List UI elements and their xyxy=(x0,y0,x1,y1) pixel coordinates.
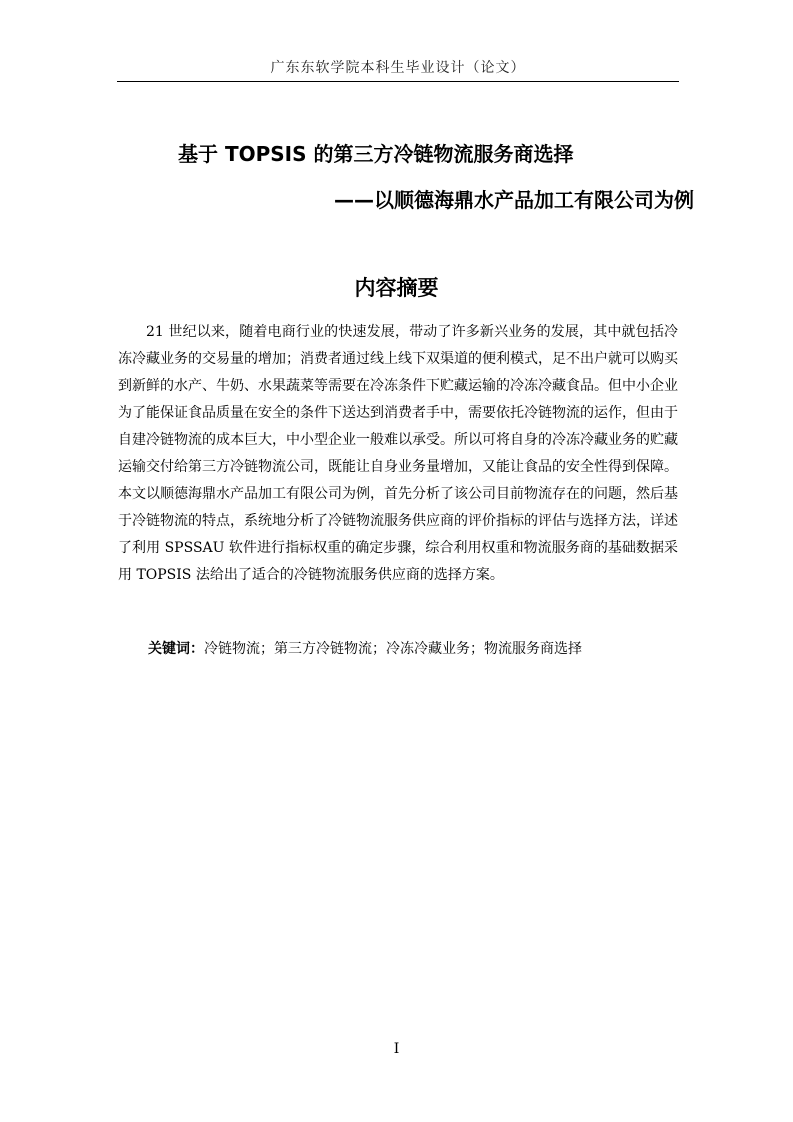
document-subtitle: ——以顺德海鼎水产品加工有限公司为例 xyxy=(334,188,694,212)
page-number: I xyxy=(393,1041,400,1057)
page-header: 广东东软学院本科生毕业设计（论文） xyxy=(270,60,526,76)
header-divider xyxy=(117,81,679,82)
keywords-text: 冷链物流；第三方冷链物流；冷冻冷藏业务；物流服务商选择 xyxy=(204,641,582,657)
keywords-label: 关键词： xyxy=(148,641,204,657)
document-title: 基于 TOPSIS 的第三方冷链物流服务商选择 xyxy=(178,142,574,166)
abstract-heading: 内容摘要 xyxy=(354,276,439,300)
keywords-line xyxy=(148,637,688,661)
abstract-body: 21 世纪以来，随着电商行业的快速发展，带动了许多新兴业务的发展，其中就包括冷冻冷藏业务的交易量的增加；消费者通过线上线下双渠道的便利模式，足不出户就可以购买到新鲜的水产、牛奶、水果蔬菜等需要在冷冻条件下贮藏运输的冷冻冷藏食品。但中小企业为了能保证食品质量在安全的条件下送达到消费者手中，需要依托冷链物流的运作，但由于自建冷链物流的成本巨大，中小型企业一般难以承受。所以可将自身的冷冻冷藏业务的贮藏运输交付给第三方冷链物流公司，既能让自身业务量增加，又能让食品的安全性得到保障。本文以顺德海鼎水产品加工有限公司为例，首先分析了该公司目前物流存在的问题，然后基于冷链物流的特点，系统地分析了冷链物流服务供应商的评价指标的评估与选择方法，详述了利用 SPSSAU 软件进行指标权重的确定步骤，综合利用权重和物流服务商的基础数据采用 TOPSIS 法给出了适合的冷链物流服务供应商的选择方案。 xyxy=(118,324,678,583)
